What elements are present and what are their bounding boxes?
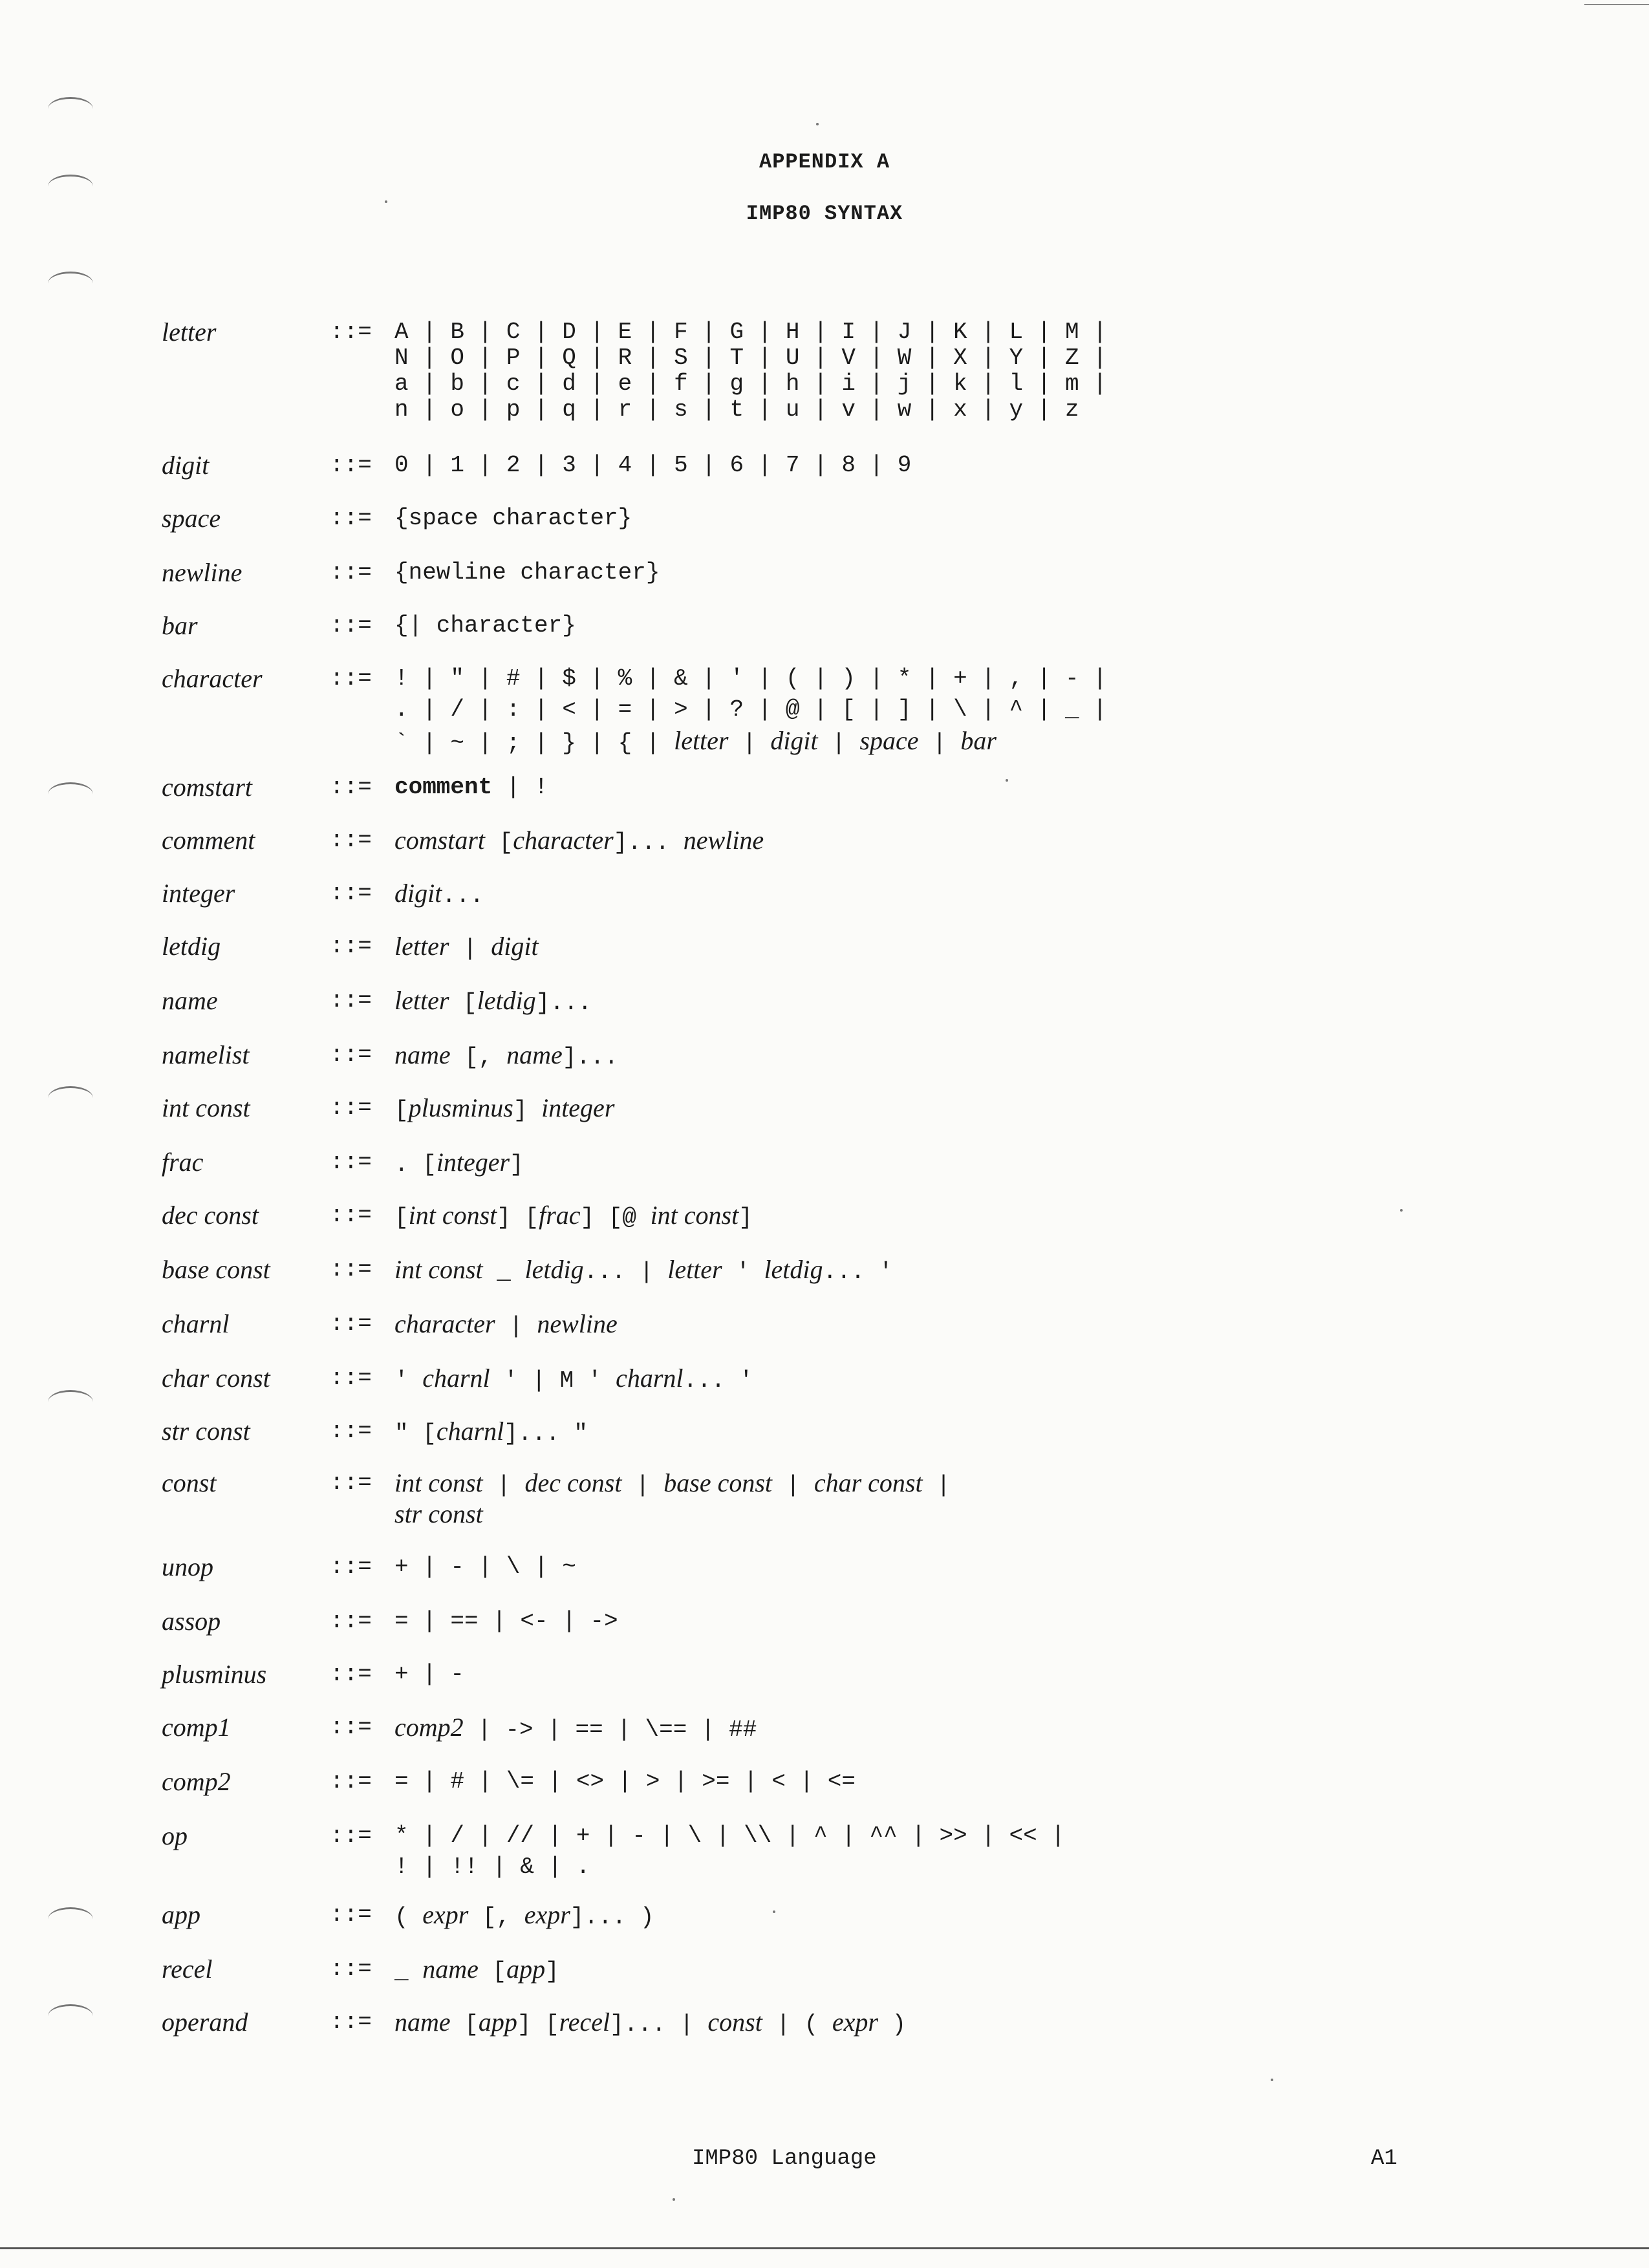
definition-line: [394, 985, 1300, 1016]
nonterminal: name: [506, 1040, 563, 1069]
nonterminal: comstart: [394, 826, 485, 855]
rule-definition: [394, 1821, 1300, 1883]
terminal-text: |: [482, 1472, 525, 1499]
binder-hole-mark: [48, 1390, 93, 1414]
rule-name: char const: [162, 1364, 270, 1393]
terminal-text: ': [394, 1367, 423, 1394]
footer-title: IMP80 Language: [692, 2146, 877, 2171]
rule-name: integer: [162, 879, 235, 908]
nonterminal: letdig: [764, 1255, 823, 1284]
terminal-text: a | b | c | d | e | f | g | h | i | j | k | l | m |: [394, 370, 1107, 397]
scan-speck: [773, 1910, 775, 1913]
scan-speck: [1400, 1209, 1403, 1212]
definition-line: [394, 663, 1300, 694]
rule-name: plusminus: [162, 1660, 267, 1689]
defines-symbol: ::=: [330, 1149, 372, 1175]
nonterminal: name: [422, 1954, 479, 1984]
definition-line: [394, 1552, 1300, 1583]
rule-definition: [394, 1093, 1300, 1124]
terminal-text: ! | !! | & | .: [394, 1854, 590, 1880]
bottom-rule: [0, 2247, 1649, 2249]
definition-line: [394, 557, 1300, 586]
page-number: A1: [1371, 2146, 1397, 2171]
binder-hole-mark: [48, 97, 93, 121]
terminal-text: = | # | \= | <> | > | >= | < | <=: [394, 1768, 856, 1795]
terminal-text: [: [478, 1958, 507, 1985]
terminal-text: ]... ): [570, 1904, 654, 1931]
rule-name: comp2: [162, 1767, 231, 1796]
terminal-text: ' | M ': [490, 1367, 616, 1394]
defines-symbol: ::=: [330, 452, 372, 478]
scan-speck: [673, 2198, 675, 2201]
definition-line: [394, 2007, 1300, 2038]
rule-definition: [394, 1552, 1300, 1583]
defines-symbol: ::=: [330, 880, 372, 906]
rule-name: name: [162, 986, 218, 1015]
terminal-text: ] [: [497, 1204, 539, 1231]
terminal-text: {| character}: [394, 612, 576, 639]
scan-speck: [1271, 2079, 1273, 2081]
definition-line: [394, 317, 1300, 343]
terminal-text: (: [394, 1904, 423, 1931]
definition-line: [394, 1040, 1300, 1071]
terminal-text: ] [: [517, 2011, 559, 2038]
scan-edge-line: [1584, 4, 1649, 5]
rule-name: str const: [162, 1417, 250, 1446]
defines-symbol: ::=: [330, 1901, 372, 1928]
appendix-subtitle: IMP80 SYNTAX: [746, 202, 903, 226]
rule-name: base const: [162, 1255, 270, 1284]
rule-definition: [394, 1954, 1300, 1985]
terminal-text: ` | ~ | ; | } | { |: [394, 730, 674, 756]
terminal-text: * | / | // | + | - | \ | \\ | ^ | ^^ | >> | << |: [394, 1823, 1065, 1849]
rule-definition: [394, 1659, 1300, 1690]
terminal-text: + | -: [394, 1661, 465, 1687]
terminal-text: ... ': [683, 1367, 753, 1394]
definition-line: [394, 1093, 1300, 1124]
definition-line: [394, 1606, 1300, 1637]
definition-line: [394, 694, 1300, 725]
rule-definition: [394, 1606, 1300, 1637]
nonterminal: frac: [539, 1201, 581, 1230]
terminal-text: ]...: [535, 990, 592, 1016]
rule-definition: [394, 1200, 1300, 1231]
terminal-text: N | O | P | Q | R | S | T | U | V | W | X | Y | Z |: [394, 345, 1107, 371]
rule-name: app: [162, 1900, 200, 1929]
nonterminal: dec const: [524, 1468, 622, 1497]
terminal-text: _: [482, 1259, 525, 1285]
rule-definition: [394, 1040, 1300, 1071]
terminal-text: |: [922, 1472, 951, 1499]
binder-hole-mark: [48, 782, 93, 806]
terminal-text: 0 | 1 | 2 | 3 | 4 | 5 | 6 | 7 | 8 | 9: [394, 452, 912, 478]
rule-name: namelist: [162, 1040, 250, 1069]
rule-name: charnl: [162, 1309, 230, 1338]
definition-line: [394, 343, 1300, 369]
terminal-text: + | - | \ | ~: [394, 1554, 576, 1580]
defines-symbol: ::=: [330, 987, 372, 1014]
rule-name: const: [162, 1468, 217, 1497]
definition-line: [394, 1309, 1300, 1340]
terminal-text: = | == | <- | ->: [394, 1608, 618, 1634]
nonterminal: bar: [960, 726, 997, 755]
defines-symbol: ::=: [330, 1095, 372, 1121]
nonterminal: newline: [683, 826, 764, 855]
rule-definition: [394, 1147, 1300, 1178]
defines-symbol: ::=: [330, 319, 372, 345]
rule-name: space: [162, 504, 221, 533]
rule-name: operand: [162, 2007, 248, 2037]
terminal-text: [: [449, 990, 477, 1016]
defines-symbol: ::=: [330, 1042, 372, 1068]
definition-line: [394, 878, 1300, 909]
binder-hole-mark: [48, 2004, 93, 2028]
rule-name: unop: [162, 1552, 213, 1581]
rule-name: comp1: [162, 1713, 231, 1742]
defines-symbol: ::=: [330, 665, 372, 692]
definition-line: [394, 450, 1300, 476]
terminal-text: [,: [450, 1044, 507, 1071]
nonterminal: comp2: [394, 1713, 464, 1742]
terminal-text: . | / | : | < | = | > | ? | @ | [ | ] | \ | ^ | _ |: [394, 696, 1107, 723]
terminal-text: _: [394, 1958, 423, 1985]
rule-definition: [394, 1309, 1300, 1340]
defines-symbol: ::=: [330, 774, 372, 800]
terminal-text: |: [772, 1472, 814, 1499]
nonterminal: base const: [663, 1468, 773, 1497]
rule-definition: [394, 663, 1300, 756]
nonterminal: expr: [832, 2007, 878, 2037]
defines-symbol: ::=: [330, 1418, 372, 1444]
rule-definition: [394, 1766, 1300, 1797]
nonterminal: plusminus: [408, 1093, 513, 1122]
terminal-text: | (: [762, 2011, 832, 2038]
terminal-text: ]: [510, 1151, 524, 1178]
nonterminal: space: [859, 726, 919, 755]
definition-line: [394, 1147, 1300, 1178]
rule-definition: [394, 985, 1300, 1016]
terminal-text: ... |: [583, 1259, 668, 1285]
nonterminal: name: [394, 2007, 451, 2037]
rule-definition: [394, 503, 1300, 529]
terminal-text: [: [450, 2011, 479, 2038]
terminal-text: A | B | C | D | E | F | G | H | I | J | K | L | M |: [394, 319, 1107, 345]
nonterminal: int const: [394, 1468, 483, 1497]
terminal-text: ]: [545, 1958, 559, 1985]
definition-line: [394, 610, 1300, 641]
rule-definition: [394, 1416, 1300, 1447]
nonterminal: charnl: [436, 1417, 504, 1446]
terminal-text: ! | " | # | $ | % | & | ' | ( | ) | * | + | , | - |: [394, 665, 1107, 692]
nonterminal: str const: [394, 1499, 483, 1528]
scan-speck: [1006, 779, 1008, 782]
rule-definition: [394, 1468, 1300, 1530]
rule-name: comment: [162, 826, 255, 855]
defines-symbol: ::=: [330, 827, 372, 853]
rule-definition: [394, 931, 1300, 962]
terminal-text: n | o | p | q | r | s | t | u | v | w | x | y | z: [394, 396, 1079, 423]
terminal-text: |: [817, 730, 860, 756]
nonterminal: name: [394, 1040, 451, 1069]
nonterminal: char const: [814, 1468, 923, 1497]
nonterminal: int const: [650, 1201, 739, 1230]
defines-symbol: ::=: [330, 2009, 372, 2035]
terminal-text: |: [449, 936, 491, 962]
terminal-text: ]: [738, 1204, 753, 1231]
rule-name: frac: [162, 1148, 204, 1177]
definition-line: [394, 772, 1300, 803]
rule-name: digit: [162, 451, 210, 480]
nonterminal: letter: [394, 932, 449, 961]
nonterminal: letdig: [477, 986, 536, 1015]
terminal-text: comment: [394, 774, 493, 800]
definition-line: [394, 725, 1300, 756]
terminal-text: ] [@: [580, 1204, 651, 1231]
terminal-text: |: [918, 730, 961, 756]
terminal-text: |: [621, 1472, 664, 1499]
nonterminal: digit: [770, 726, 818, 755]
definition-line: [394, 1363, 1300, 1394]
rule-definition: [394, 772, 1300, 803]
terminal-text: ... ': [823, 1259, 893, 1285]
definition-line: [394, 1200, 1300, 1231]
terminal-text: " [: [394, 1420, 436, 1447]
nonterminal: app: [506, 1954, 546, 1984]
definition-line: [394, 369, 1300, 397]
nonterminal: letter: [394, 986, 449, 1015]
terminal-text: ]... |: [610, 2011, 708, 2038]
rule-definition: [394, 1254, 1300, 1285]
binder-hole-mark: [48, 1086, 93, 1110]
nonterminal: integer: [436, 1148, 510, 1177]
rule-name: assop: [162, 1607, 221, 1636]
nonterminal: letdig: [524, 1255, 584, 1284]
definition-line: [394, 1712, 1300, 1743]
nonterminal: charnl: [616, 1364, 684, 1393]
nonterminal: letter: [667, 1255, 722, 1284]
nonterminal: charnl: [422, 1364, 490, 1393]
definition-line: [394, 1852, 1300, 1883]
rule-definition: [394, 1363, 1300, 1394]
scan-speck: [385, 200, 387, 203]
terminal-text: {newline character}: [394, 559, 660, 586]
defines-symbol: ::=: [330, 559, 372, 586]
defines-symbol: ::=: [330, 1956, 372, 1982]
rule-definition: [394, 2007, 1300, 2038]
rule-definition: [394, 317, 1300, 423]
defines-symbol: ::=: [330, 1256, 372, 1283]
rule-name: newline: [162, 558, 242, 587]
defines-symbol: ::=: [330, 1311, 372, 1337]
terminal-text: ...: [442, 883, 484, 909]
terminal-text: [: [394, 1204, 409, 1231]
nonterminal: character: [394, 1309, 495, 1338]
nonterminal: expr: [422, 1900, 469, 1929]
definition-line: [394, 1954, 1300, 1985]
binder-hole-mark: [48, 175, 93, 198]
rule-name: comstart: [162, 773, 252, 802]
defines-symbol: ::=: [330, 1202, 372, 1228]
rule-definition: [394, 878, 1300, 909]
binder-hole-mark: [48, 272, 93, 295]
rule-definition: [394, 1712, 1300, 1743]
rule-name: dec const: [162, 1201, 259, 1230]
rule-definition: [394, 825, 1300, 856]
definition-line: [394, 394, 1300, 423]
rule-definition: [394, 450, 1300, 476]
rule-name: letter: [162, 317, 217, 347]
definition-line: [394, 503, 1300, 529]
defines-symbol: ::=: [330, 1661, 372, 1687]
definition-line: [394, 1416, 1300, 1447]
defines-symbol: ::=: [330, 1470, 372, 1496]
binder-hole-mark: [48, 1907, 93, 1931]
nonterminal: integer: [541, 1093, 615, 1122]
rule-definition: [394, 557, 1300, 586]
defines-symbol: ::=: [330, 1714, 372, 1740]
definition-line: [394, 1468, 1300, 1499]
scan-speck: [816, 123, 819, 125]
defines-symbol: ::=: [330, 1365, 372, 1391]
nonterminal: int const: [394, 1255, 483, 1284]
rule-name: op: [162, 1821, 188, 1850]
terminal-text: |: [728, 730, 771, 756]
terminal-text: . [: [394, 1151, 436, 1178]
terminal-text: |: [495, 1313, 537, 1340]
rule-name: letdig: [162, 932, 221, 961]
nonterminal: int const: [408, 1201, 497, 1230]
defines-symbol: ::=: [330, 1768, 372, 1795]
rule-definition: [394, 610, 1300, 641]
definition-line: [394, 1499, 1300, 1530]
defines-symbol: ::=: [330, 612, 372, 639]
definition-line: [394, 1766, 1300, 1797]
appendix-title: APPENDIX A: [759, 150, 890, 174]
terminal-text: ): [878, 2011, 907, 2038]
definition-line: [394, 1821, 1300, 1852]
nonterminal: recel: [559, 2007, 610, 2037]
rule-definition: [394, 1899, 1300, 1931]
defines-symbol: ::=: [330, 505, 372, 531]
definition-line: [394, 1899, 1300, 1931]
terminal-text: | -> | == | \== | ##: [463, 1717, 757, 1743]
terminal-text: ]... ": [504, 1420, 588, 1447]
defines-symbol: ::=: [330, 1554, 372, 1580]
definition-line: [394, 1659, 1300, 1690]
definition-line: [394, 1254, 1300, 1285]
nonterminal: newline: [537, 1309, 618, 1338]
nonterminal: digit: [491, 932, 539, 961]
definition-line: [394, 825, 1300, 856]
defines-symbol: ::=: [330, 1608, 372, 1634]
definition-line: [394, 931, 1300, 962]
terminal-text: ]: [513, 1097, 542, 1124]
nonterminal: expr: [524, 1900, 570, 1929]
defines-symbol: ::=: [330, 1823, 372, 1849]
nonterminal: app: [478, 2007, 517, 2037]
rule-name: character: [162, 664, 263, 693]
terminal-text: [,: [468, 1904, 524, 1931]
terminal-text: ]...: [562, 1044, 619, 1071]
terminal-text: {space character}: [394, 505, 632, 531]
nonterminal: character: [513, 826, 614, 855]
rule-name: bar: [162, 611, 198, 640]
terminal-text: | !: [492, 774, 548, 800]
nonterminal: digit: [394, 879, 442, 908]
terminal-text: ]...: [613, 829, 684, 856]
rule-name: recel: [162, 1954, 213, 1984]
terminal-text: [: [394, 1097, 409, 1124]
nonterminal: letter: [674, 726, 729, 755]
rule-name: int const: [162, 1093, 250, 1122]
terminal-text: [: [485, 829, 513, 856]
nonterminal: const: [707, 2007, 762, 2037]
defines-symbol: ::=: [330, 933, 372, 959]
terminal-text: ': [722, 1259, 764, 1285]
